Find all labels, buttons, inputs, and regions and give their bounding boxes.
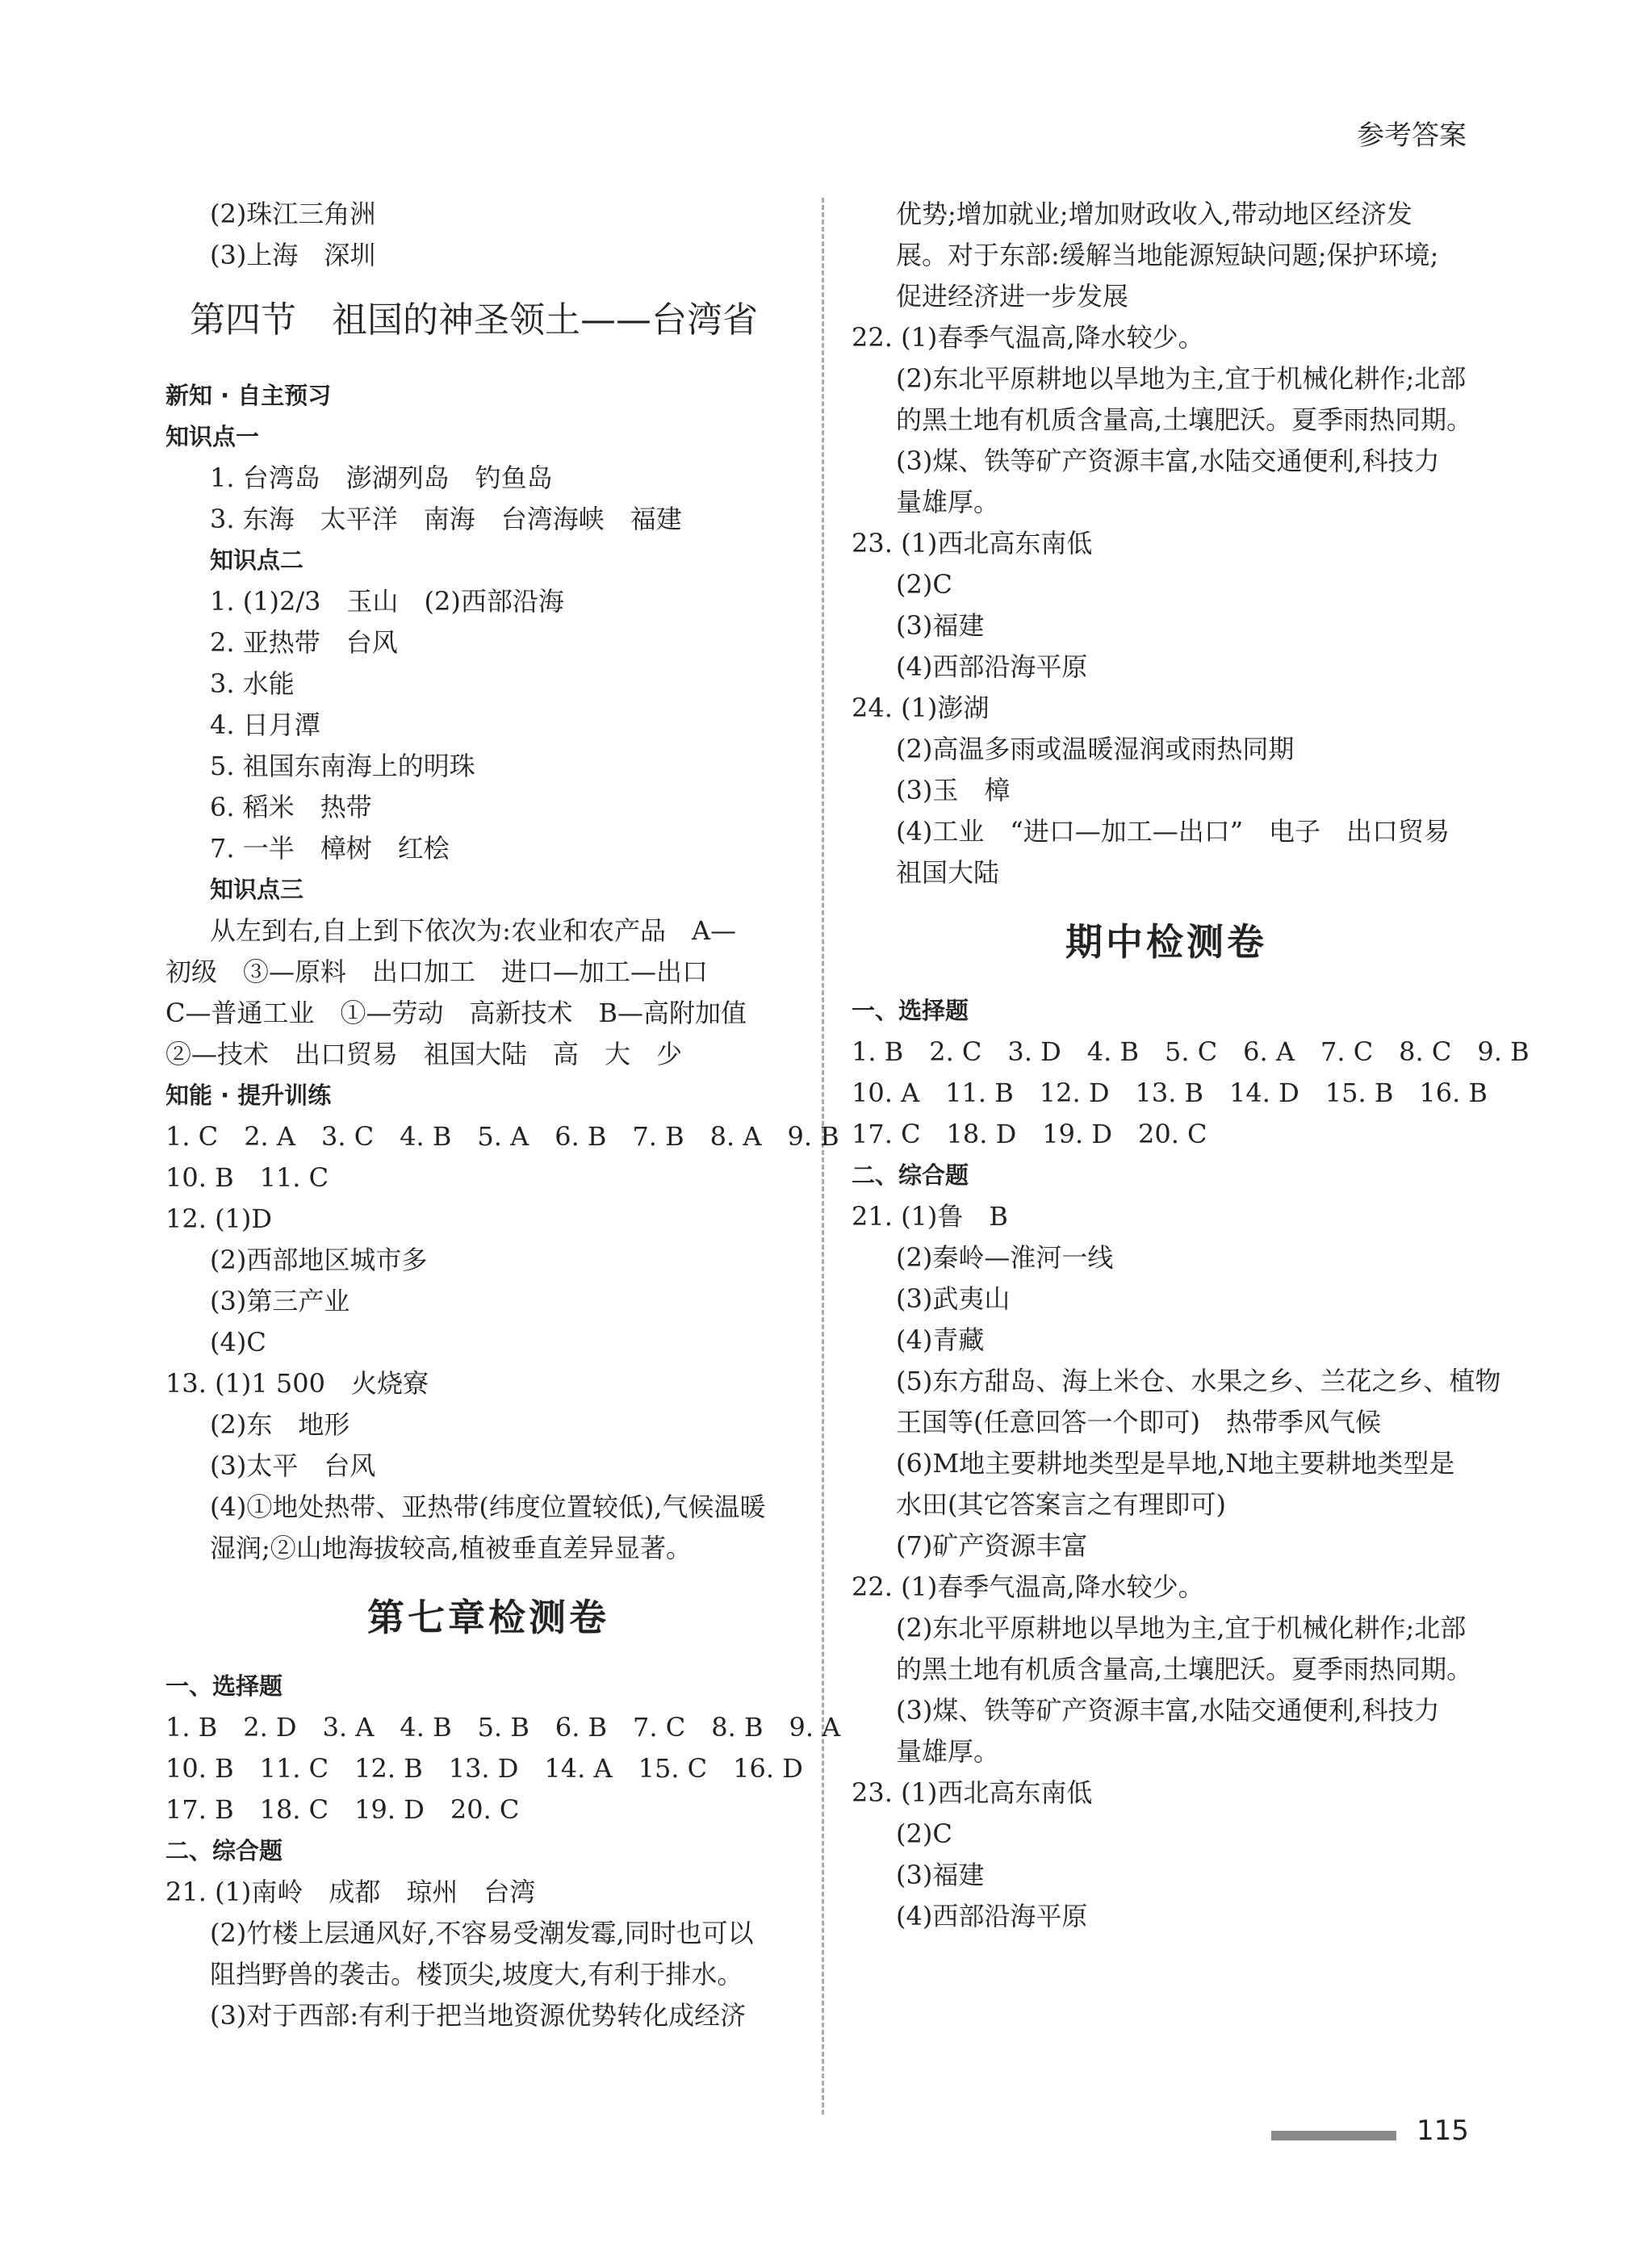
answer-line: 展。对于东部:缓解当地能源短缺问题;保护环境; [896, 240, 1439, 270]
answer-line: (2)东北平原耕地以旱地为主,宜于机械化耕作;北部 [896, 1613, 1467, 1643]
answer-line: (3)上海 深圳 [210, 240, 376, 270]
kp2-heading: 知识点二 [210, 546, 304, 574]
answer-line: 7. 一半 樟树 红桧 [210, 833, 450, 864]
answer-line: 21. (1)南岭 成都 琼州 台湾 [165, 1877, 536, 1907]
answer-line: 优势;增加就业;增加财政收入,带动地区经济发 [896, 199, 1412, 229]
answer-line: 促进经济进一步发展 [896, 281, 1129, 312]
answer-line: 10. A 11. B 12. D 13. B 14. D 15. B 16. B [852, 1078, 1488, 1108]
kp3-heading: 知识点三 [210, 876, 304, 903]
answer-line: 3. 水能 [210, 668, 295, 699]
answer-line: 1. B 2. D 3. A 4. B 5. B 6. B 7. C 8. B 9. A [165, 1712, 841, 1743]
answer-line: 10. B 11. C 12. B 13. D 14. A 15. C 16. D [165, 1753, 803, 1784]
answer-line: (3)煤、铁等矿产资源丰富,水陆交通便利,科技力 [896, 1695, 1440, 1726]
answer-line: (2)高温多雨或温暖湿润或雨热同期 [896, 734, 1295, 764]
answer-line: 初级 ③—原料 出口加工 进口—加工—出口 [165, 956, 709, 987]
answer-line: 13. (1)1 500 火烧寮 [165, 1368, 429, 1399]
answer-line: (3)太平 台风 [210, 1450, 376, 1481]
answer-line: (2)东 地形 [210, 1409, 350, 1440]
answer-line: 1. (1)2/3 玉山 (2)西部沿海 [210, 586, 564, 617]
answer-line: (3)对于西部:有利于把当地资源优势转化成经济 [210, 2000, 747, 2031]
answer-line: 5. 祖国东南海上的明珠 [210, 751, 475, 781]
training-heading: 知能 · 提升训练 [165, 1082, 332, 1109]
answer-line: (3)煤、铁等矿产资源丰富,水陆交通便利,科技力 [896, 446, 1440, 476]
answer-line: 1. C 2. A 3. C 4. B 5. A 6. B 7. B 8. A 9. B [165, 1121, 839, 1152]
answer-line: 祖国大陆 [896, 857, 1000, 888]
answer-line: (2)西部地区城市多 [210, 1245, 428, 1275]
answer-line: (3)武夷山 [896, 1283, 1011, 1314]
page-number: 115 [1417, 2115, 1469, 2147]
answer-line: 量雄厚。 [896, 1736, 1000, 1767]
kp1-heading: 知识点一 [165, 423, 260, 450]
answer-line: (3)福建 [896, 610, 985, 641]
answer-line: 1. 台湾岛 澎湖列岛 钓鱼岛 [210, 462, 553, 493]
answer-line: (4)西部沿海平原 [896, 651, 1088, 682]
answer-line: ②—技术 出口贸易 祖国大陆 高 大 少 [165, 1039, 683, 1069]
answer-line: (4)西部沿海平原 [896, 1901, 1088, 1931]
page-bar [1271, 2131, 1396, 2140]
answer-line: (2)C [896, 569, 952, 600]
answer-line: 24. (1)澎湖 [852, 693, 990, 723]
answer-line: 从左到右,自上到下依次为:农业和农产品 A— [210, 915, 737, 946]
synth-heading: 二、综合题 [852, 1161, 969, 1189]
section-title: 第四节 祖国的神圣领土——台湾省 [190, 299, 758, 341]
answer-line: (2)竹楼上层通风好,不容易受潮发霉,同时也可以 [210, 1918, 754, 1948]
answer-line: (2)东北平原耕地以旱地为主,宜于机械化耕作;北部 [896, 363, 1467, 394]
answer-line: (2)珠江三角洲 [210, 199, 376, 229]
answer-line: 17. C 18. D 19. D 20. C [852, 1119, 1207, 1149]
answer-line: 22. (1)春季气温高,降水较少。 [852, 1571, 1204, 1602]
answer-line: (4)C [210, 1327, 266, 1358]
column-divider [822, 198, 824, 2115]
right-column [852, 194, 1530, 1937]
answer-line: 2. 亚热带 台风 [210, 627, 398, 658]
answer-line: 10. B 11. C [165, 1162, 329, 1193]
answer-line: (6)M地主要耕地类型是旱地,N地主要耕地类型是 [896, 1448, 1455, 1479]
answer-line: 6. 稻米 热带 [210, 792, 372, 822]
answer-line: 湿润;②山地海拔较高,植被垂直差异显著。 [210, 1533, 692, 1563]
answer-line: (2)秦岭—淮河一线 [896, 1242, 1114, 1273]
answer-line: (4)青藏 [896, 1324, 985, 1355]
answer-line: (3)福建 [896, 1860, 985, 1890]
midterm-test-title: 期中检测卷 [1065, 920, 1267, 964]
answer-line: 的黑土地有机质含量高,土壤肥沃。夏季雨热同期。 [896, 1654, 1473, 1684]
synth-heading: 二、综合题 [165, 1837, 283, 1864]
choice-heading: 一、选择题 [165, 1672, 283, 1700]
answer-line: 水田(其它答案言之有理即可) [896, 1489, 1226, 1520]
answer-line: (4)工业 “进口—加工—出口” 电子 出口贸易 [896, 816, 1450, 847]
chapter-test-title: 第七章检测卷 [367, 1596, 609, 1639]
answer-line: (2)C [896, 1818, 952, 1849]
answer-line: 3. 东海 太平洋 南海 台湾海峡 福建 [210, 504, 682, 534]
answer-line: 17. B 18. C 19. D 20. C [165, 1794, 520, 1825]
answer-line: 23. (1)西北高东南低 [852, 528, 1093, 559]
header-title: 参考答案 [1357, 119, 1467, 152]
answer-line: (3)第三产业 [210, 1286, 350, 1316]
answer-line: 4. 日月潭 [210, 709, 320, 740]
answer-line: 王国等(任意回答一个即可) 热带季风气候 [896, 1407, 1381, 1437]
answer-line: 12. (1)D [165, 1203, 273, 1234]
choice-heading: 一、选择题 [852, 997, 969, 1024]
left-column [165, 194, 841, 2036]
answer-line: (4)①地处热带、亚热带(纬度位置较低),气候温暖 [210, 1492, 766, 1522]
answer-line: (3)玉 樟 [896, 775, 1011, 806]
answer-line: 23. (1)西北高东南低 [852, 1777, 1093, 1808]
answer-line: 21. (1)鲁 B [852, 1201, 1008, 1232]
answer-line: 阻挡野兽的袭击。楼顶尖,坡度大,有利于排水。 [210, 1959, 743, 1990]
answer-line: C—普通工业 ①—劳动 高新技术 B—高附加值 [165, 998, 747, 1028]
answer-line: 的黑土地有机质含量高,土壤肥沃。夏季雨热同期。 [896, 404, 1473, 435]
answer-line: (7)矿产资源丰富 [896, 1530, 1088, 1561]
answer-line: 1. B 2. C 3. D 4. B 5. C 6. A 7. C 8. C 9. B [852, 1036, 1530, 1067]
answer-line: 量雄厚。 [896, 487, 1000, 517]
answer-line: (5)东方甜岛、海上米仓、水果之乡、兰花之乡、植物 [896, 1366, 1501, 1396]
answer-line: 22. (1)春季气温高,降水较少。 [852, 322, 1204, 353]
preview-heading: 新知 · 自主预习 [165, 382, 332, 409]
